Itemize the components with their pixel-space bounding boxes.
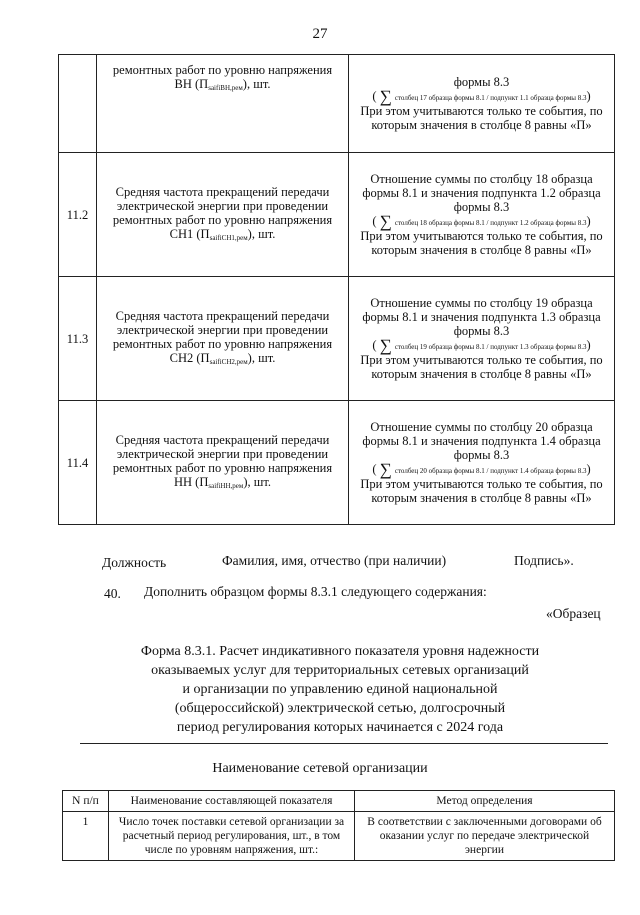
org-name-label: Наименование сетевой организации [212,761,428,776]
method-cell [349,277,615,401]
form-title-line: Форма 8.3.1. Расчет индикативного показателя уровня надежности [140,644,540,659]
sum-formula: ( ∑ столбец 20 образца формы 8.1 / подпункт 1.4 образца формы 8.3) [372,460,591,479]
name-voltage: ВН $(П_{saifiВН,рем})$, шт. [174,77,271,92]
sum-symbol: ∑ [379,336,392,355]
component-name [97,401,349,525]
table-row [59,153,615,277]
org-name-underline [80,743,608,744]
sum-symbol: ∑ [379,212,392,231]
sum-formula: ( ∑ столбец 17 образца формы 8.1 / подпункт 1.1 образца формы 8.3) [372,87,591,106]
header-num: N п/п [63,791,109,812]
name-line: электрической энергии при проведении [116,198,329,213]
name-line: ремонтных работ по уровню напряжения [112,63,333,77]
sum-formula: ( ∑ столбец 19 образца формы 8.1 / подпункт 1.3 образца формы 8.3) [372,336,591,355]
name-line: электрической энергии при проведении [116,446,329,461]
sum-symbol: ∑ [379,460,392,479]
name-line: ремонтных работ по уровню напряжения [112,460,333,475]
item-text: Дополнить образцом формы 8.3.1 следующего содержания: [144,584,487,599]
row-number: 1 [63,812,109,861]
name-line: Средняя частота прекращений передачи [115,308,330,323]
name-line: Средняя частота прекращений передачи [115,184,330,199]
row-number [59,55,97,153]
indicator-table [58,54,615,525]
method-bottom: При этом учитываются только те события, по которым значения в столбце 8 равны «П» [360,229,603,257]
method-cell [349,153,615,277]
sum-formula: ( ∑ столбец 18 образца формы 8.1 / подпункт 1.2 образца формы 8.3) [372,212,591,231]
name-line: ремонтных работ по уровню напряжения [112,212,333,227]
item-number: 40. [104,586,121,601]
form-title-line: (общероссийской) электрической сетью, долгосрочный [174,701,506,716]
component-name [97,55,349,153]
signature-sign: Подпись». [514,553,574,568]
row-number: 11.2 [59,153,97,277]
method-cell [349,401,615,525]
name-voltage: СН2 $(П_{saifiСН2,рем})$, шт. [169,350,276,366]
row-number: 11.4 [59,401,97,525]
component-name: Число точек поставки сетевой организации за расчетный период регулирования, шт., в том числе по уровням напряжения, шт.: [109,812,355,861]
table-header-row [63,791,615,812]
method-top: формы 8.3 [453,75,510,89]
name-line: ремонтных работ по уровню напряжения [112,336,333,351]
name-line: электрической энергии при проведении [116,322,329,337]
component-name [97,277,349,401]
form-table [62,790,615,861]
method-top: Отношение суммы по столбцу 19 образца формы 8.1 и значения подпункта 1.3 образца формы 8.3 [362,296,601,338]
form-title-line: и организации по управлению единой национальной [182,682,498,697]
form-title-line: оказываемых услуг для территориальных сетевых организаций [151,663,529,678]
method-cell: В соответствии с заключенными договорами об оказании услуг по передаче электрической энергии [355,812,615,861]
method-bottom: При этом учитываются только те события, по которым значения в столбце 8 равны «П» [360,477,603,505]
name-line: Средняя частота прекращений передачи [115,432,330,447]
method-top: Отношение суммы по столбцу 18 образца формы 8.1 и значения подпункта 1.2 образца формы 8.3 [362,172,601,214]
header-name: Наименование составляющей показателя [109,791,355,812]
table-row [63,812,615,861]
table-row [59,401,615,525]
table-row [59,277,615,401]
form-title [100,642,580,737]
row-number: 11.3 [59,277,97,401]
form-title-line: период регулирования которых начинается с 2024 года [176,720,504,735]
component-name [97,153,349,277]
method-bottom: При этом учитываются только те события, по которым значения в столбце 8 равны «П» [360,104,603,132]
sample-label: «Образец [546,606,601,621]
method-cell [349,55,615,153]
table-row [59,55,615,153]
name-voltage: НН $(П_{saifiНН,рем})$, шт. [173,474,271,490]
signature-fio: Фамилия, имя, отчество (при наличии) [222,553,447,568]
sum-symbol: ∑ [379,87,392,106]
header-method: Метод определения [355,791,615,812]
name-voltage: СН1 $(П_{saifiСН1,рем})$, шт. [169,226,276,242]
page-number: 27 [312,26,328,42]
method-top: Отношение суммы по столбцу 20 образца формы 8.1 и значения подпункта 1.4 образца формы 8.3 [362,420,601,462]
method-bottom: При этом учитываются только те события, по которым значения в столбце 8 равны «П» [360,353,603,381]
signature-position: Должность [102,555,167,570]
